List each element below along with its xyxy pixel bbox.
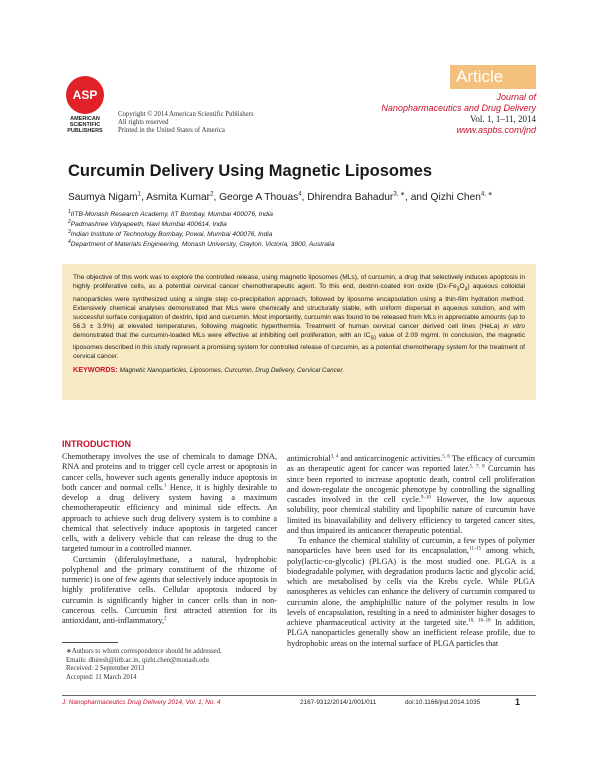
right-column: [287, 454, 535, 649]
keywords: [73, 365, 525, 375]
paper-title: Curcumin Delivery Using Magnetic Liposomes: [68, 162, 432, 180]
abstract-box: [62, 264, 536, 400]
keywords-label: KEYWORDS:: [73, 365, 118, 375]
author-name: Saumya Nigam: [68, 192, 138, 203]
article-label: Article: [450, 65, 536, 89]
paragraph: To enhance the chemical stability of curcumin, a few types of polymer nanoparticles have been used for its encapsulation,$^{11-15}$ among which, poly(lactic-co-glycolic) (PLGA) is the most studied one. PLGA is a biodegradable polymer, with degradation products lactic and glycolic acid, which are metabolised by cells via the Krebs cycle. While PLGA nanospheres as vehicles can enhance the delivery of curcumin compared to curcumin alone, the amphiphillic nature of the polymer results in low levels of encapsulation, resulting in a need to administer higher dosages to achieve pharmaceutical activity at the targeted site.$^{16, 16-18}$ In addition, PLGA nanoparticles generally show an inefficient release profile, due to hydrophobic areas on the internal surface of PLGA particles that: [287, 536, 535, 648]
footer-journal: J. Nanopharmaceutics Drug Delivery 2014, Vol. 1, No. 4: [62, 699, 221, 706]
footer-doi: doi:10.1166/jnd.2014.1035: [405, 699, 481, 706]
journal-url[interactable]: www.aspbs.com/jnd: [456, 125, 536, 135]
author-list: Saumya Nigam$^1$, Asmita Kumar$^2$, George A Thouas$^4$, Dhirendra Bahadur$^{3, ∗}$, and Qizhi Chen$^{4, ∗}$: [68, 191, 493, 203]
author-name: Asmita Kumar: [146, 192, 211, 203]
journal-line1: Journal of: [496, 92, 536, 102]
paragraph: Curcumin (diferuloylmethane, a natural, hydrophobic polyphenol and the primary constituent of the rhizome of turmeric) is one of few agents that selectively induce apoptosis in highly proliferative cells. Cellular apoptosis induced by curcumin is significantly higher in cancer cells than in non-cancerous cells. Curcumin first attracted attention for its antioxidant, anti-inflammatory,$^2$: [62, 554, 277, 625]
author-name: Qizhi Chen: [430, 192, 481, 203]
asp-logo-icon: ASP: [66, 76, 104, 114]
affiliation: $^3$Indian Institute of Technology Bombay, Powai, Mumbai 400076, India: [68, 228, 273, 238]
affiliation-list: [68, 210, 335, 250]
abstract-text: The objective of this work was to explore the controlled release, using magnetic liposomes (MLs), of curcumin, a drug that selectively induces apoptosis in highly proliferative cells, as a potential cervical cancer chemotherapeutic agent. To this end, dextrin-coated iron oxide $(Dx-Fe_3O_4)$ aqueous colloidal nanoparticles were synthesized using a single step co-precipitation approach, followed by liposome encapsulation using a thin-film hydration method. Extensively chemical analyses demonstrated that MLs were chemically and structurally stable, with uniform dispersal in aqueous solution, and with successful surface conjugation of dextrin, lipid and curcumin. Most importantly, curcumin was found to be released from MLs in appreciable amounts (up to 56.3 ± 3.9%) at elevated temperatures, following magnetic hyperthermia. Treatment of human cervical cancer derived cell lines (HeLa) in vitro demonstrated that the curcumin-loaded MLs were effective at inhibiting cell proliferation, with an $IC_{50}$ value of 2.09 mg/ml. In conclusion, the magnetic liposomes described in this study represent a promising system for controlled release of curcumin, as a potential chemotherapy system for the treatment of cervical cancer.: [73, 274, 525, 361]
paragraph: Chemotherapy involves the use of chemicals to damage DNA, RNA and proteins and to trigger cell cycle arrest or apoptosis in cancer cells, however such agents generally induce apoptosis in both cancer and normal cells.$^1$ Hence, it is highly desirable to develop a drug delivery system having a maximum chemotherapeutic efficiency and minimal side effects. An approach to achieve such drug delivery system is to combine a chemical that selectively induce apoptosis in targeted cancer cells, with a delivery vehicle that can release the drug to the targeted tumour in a controlled manner.: [62, 452, 277, 554]
journal-info: [381, 92, 536, 136]
affiliation: $^4$Department of Materials Engineering, Monash University, Clayton, Victoria, 3800, Australia: [68, 238, 335, 248]
keywords-text: Magnetic Nanoparticles, Liposomes, Curcumin, Drug Delivery, Cervical Cancer.: [119, 367, 345, 375]
correspondence-footnote: ∗Authors to whom correspondence should be addressed. Emails: dhiresh@iitb.ac.in, qizhi.chen@monash.edu Received: 2 September 2013 Accepted: 11 March 2014: [66, 648, 222, 681]
publisher-logo: [62, 76, 108, 134]
volume-info: Vol. 1, 1–11, 2014: [469, 114, 536, 124]
left-column: [62, 452, 277, 626]
affiliation: $^1$IITB-Monash Research Academy, IIT Bombay, Mumbai 400076, India: [68, 208, 273, 218]
affiliation: $^2$Padmashree Vidyapeeth, Navi Mumbai 400614, India: [68, 218, 227, 228]
logo-caption: AMERICAN SCIENTIFIC PUBLISHERS: [67, 116, 103, 134]
journal-line2: Nanopharmaceutics and Drug Delivery: [381, 103, 536, 113]
paragraph: antimicrobial$^{3, 4}$ and anticarcinogenic activities.$^{5, 6}$ The efficacy of curcumin as an therapeutic agent for cancer was reported later.$^{5, 7, 8}$ Curcumin has since been reported to increase apoptotic death, control cell proliferation and down-regulate the oncogenic phenotype by controlling the signalling cascades involved in the cell cycle.$^{9-10}$ However, the low aqueous solubility, poor chemical stability and lipophilic nature of curcumin have limited its bioavailability and delivery efficiency to targeted cancer sites, and thus impaired its anticancer therapeutic potential.: [287, 454, 536, 535]
author-name: George A Thouas: [219, 192, 299, 203]
page-number: 1: [515, 697, 521, 707]
author-name: Dhirendra Bahadur: [307, 192, 394, 203]
section-heading-introduction: INTRODUCTION: [62, 439, 131, 449]
footer-issn: 2167-9312/2014/1/001/011: [300, 699, 377, 706]
footer-divider: [62, 695, 536, 696]
footnote-divider: [62, 642, 118, 643]
copyright-block: Copyright © 2014 American Scientific Publishers All rights reserved Printed in the United States of America: [118, 111, 254, 134]
